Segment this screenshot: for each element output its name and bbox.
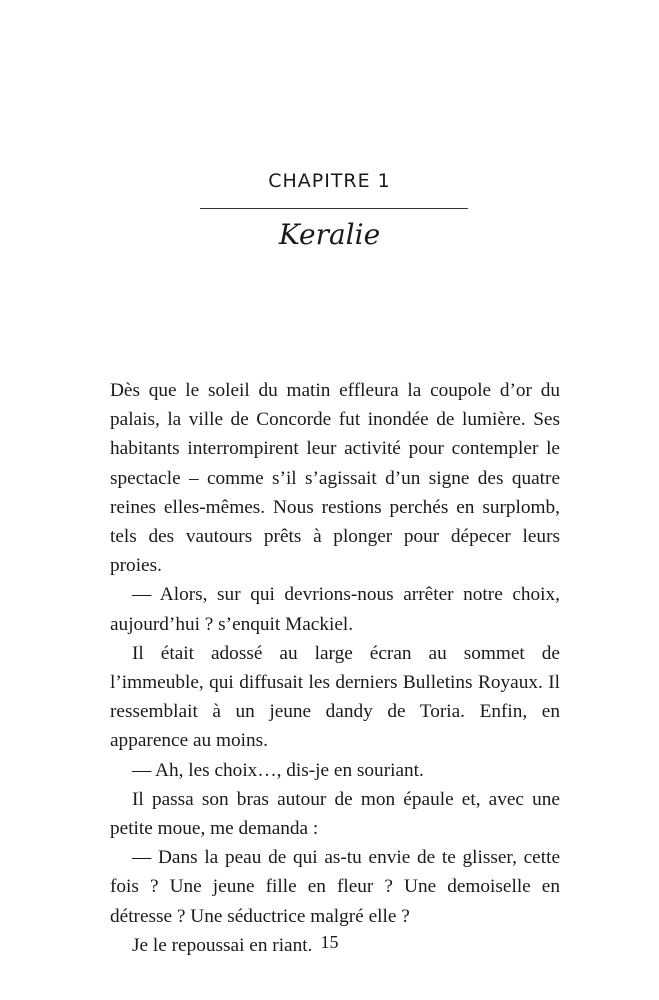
paragraph: — Dans la peau de qui as-tu envie de te glisser, cette fois ? Une jeune fille en fleur ? Une demoiselle en détresse ? Une séductrice malgré elle ? [110, 847, 560, 927]
paragraph: Dès que le soleil du matin effleura la coupole d’or du palais, la ville de Concorde fut inondée de lumière. Ses habitants interrompirent leur activité pour contempler le spectacle – comme s’il s’agissait d’un signe des quatre reines elles-mêmes. Nous restions perchés en surplomb, tels des vautours prêts à plonger pour dépecer leurs proies. [110, 380, 560, 577]
body-text [110, 376, 560, 960]
chapter-label: CHAPITRE 1 [268, 170, 391, 192]
paragraph: Je le repoussai en riant. [132, 934, 313, 956]
chapter-divider [200, 208, 468, 209]
paragraph: Il passa son bras autour de mon épaule et, avec une petite moue, me demanda : [110, 788, 560, 840]
paragraph: — Ah, les choix…, dis-je en souriant. [132, 759, 424, 781]
paragraph: — Alors, sur qui devrions-nous arrêter notre choix, aujourd’hui ? s’enquit Mackiel. [110, 584, 560, 635]
page-number: 15 [320, 932, 339, 952]
chapter-title: Keralie [278, 218, 381, 251]
paragraph: Il était adossé au large écran au sommet de l’immeuble, qui diffusait les derniers Bulletins Royaux. Il ressemblait à un jeune dandy de Toria. Enfin, en apparence au moins. [110, 642, 560, 752]
